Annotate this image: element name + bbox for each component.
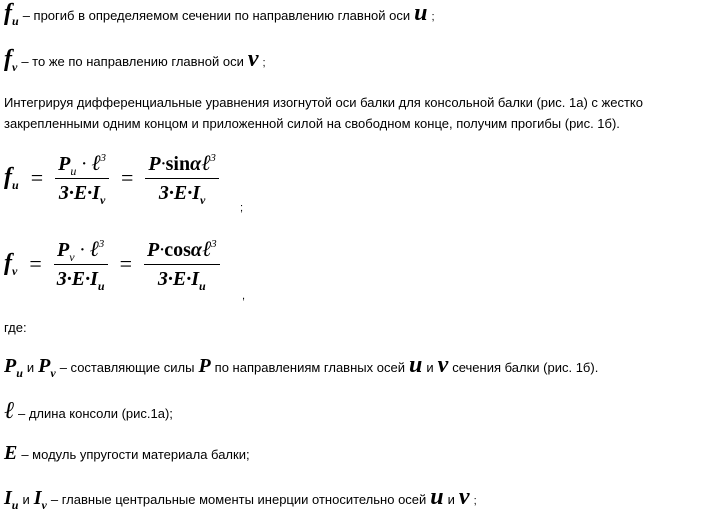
fv-symbol: $f_v$	[4, 46, 18, 74]
modulus-text: – модуль упругости материала балки;	[21, 447, 250, 462]
section-text: сечения балки (рис. 1б).	[452, 360, 599, 375]
u-axis-symbol-3: u	[430, 484, 444, 510]
pu-symbol: $P_u$	[4, 355, 23, 380]
eq1-fraction-2: $\frac{P\cdot\sin\alpha\ell^3}{3\cdot E\cdot I_v}$	[145, 150, 218, 205]
where-label: где:	[4, 320, 27, 335]
integration-paragraph: Интегрируя дифференциальные уравнения изогнутой оси балки для консольной балки (рис. 1а) с жестко закрепленными одним концом и приложенной силой на свободном конце, получим прогибы (рис. 1б).	[4, 95, 643, 131]
fv-definition	[4, 46, 266, 73]
eq1-punct: ;	[240, 202, 244, 214]
fu-text: – прогиб в определяемом сечении по направлению главной оси	[22, 8, 411, 23]
modulus-definition	[4, 442, 250, 465]
and-2: и	[426, 360, 434, 375]
eq1-fraction-1: $\frac{P_u \cdot \ell^3}{3\cdot E\cdot I_v}$	[55, 150, 109, 205]
directions-text: по направлениям главных осей	[214, 360, 405, 375]
v-axis-symbol-2: v	[437, 352, 449, 378]
components-definition	[4, 352, 598, 379]
eq2-lhs: $f_v$	[4, 250, 18, 278]
e-symbol: E	[4, 442, 18, 464]
v-axis-symbol: v	[247, 46, 259, 72]
iu-symbol: $I_u$	[4, 487, 19, 512]
pv-symbol: $P_v$	[38, 355, 56, 380]
eq2-fraction-1: $\frac{P_v \cdot \ell^3}{3\cdot E\cdot I_u}$	[54, 236, 108, 291]
eq2-punct: ,	[242, 290, 246, 302]
eq1-equals-2: =	[121, 164, 134, 190]
moments-text: – главные центральные моменты инерции относительно осей	[50, 492, 427, 507]
fu-symbol: $f_u$	[4, 0, 19, 28]
fu-punct: ;	[431, 11, 435, 23]
eq2-equals-1: =	[29, 250, 42, 276]
moments-definition	[4, 484, 477, 511]
u-axis-symbol-2: u	[408, 352, 423, 378]
length-definition	[4, 398, 173, 425]
fv-text: – то же по направлению главной оси	[21, 54, 244, 69]
u-axis-symbol: u	[414, 0, 428, 26]
force-symbol: P	[198, 355, 211, 377]
fv-punct: ;	[262, 57, 266, 69]
v-axis-symbol-3: v	[458, 484, 470, 510]
length-text: – длина консоли (рис.1а);	[18, 406, 173, 421]
components-text: – составляющие силы	[59, 360, 195, 375]
and-1: и	[26, 360, 35, 375]
eq1-lhs: $f_u$	[4, 164, 19, 192]
equation-fv	[4, 236, 220, 291]
eq1-equals-1: =	[30, 164, 44, 190]
eq2-fraction-2: $\frac{P\cdot\cos\alpha\ell^3}{3\cdot E\cdot I_u}$	[144, 236, 220, 291]
eq2-equals-2: =	[119, 250, 132, 276]
equation-fu	[4, 150, 219, 205]
fu-definition	[4, 0, 435, 27]
moments-punct: ;	[473, 495, 477, 507]
and-3: и	[22, 492, 30, 507]
and-4: и	[447, 492, 455, 507]
ell-symbol: ℓ	[4, 398, 14, 424]
iv-symbol: $I_v$	[33, 487, 47, 512]
